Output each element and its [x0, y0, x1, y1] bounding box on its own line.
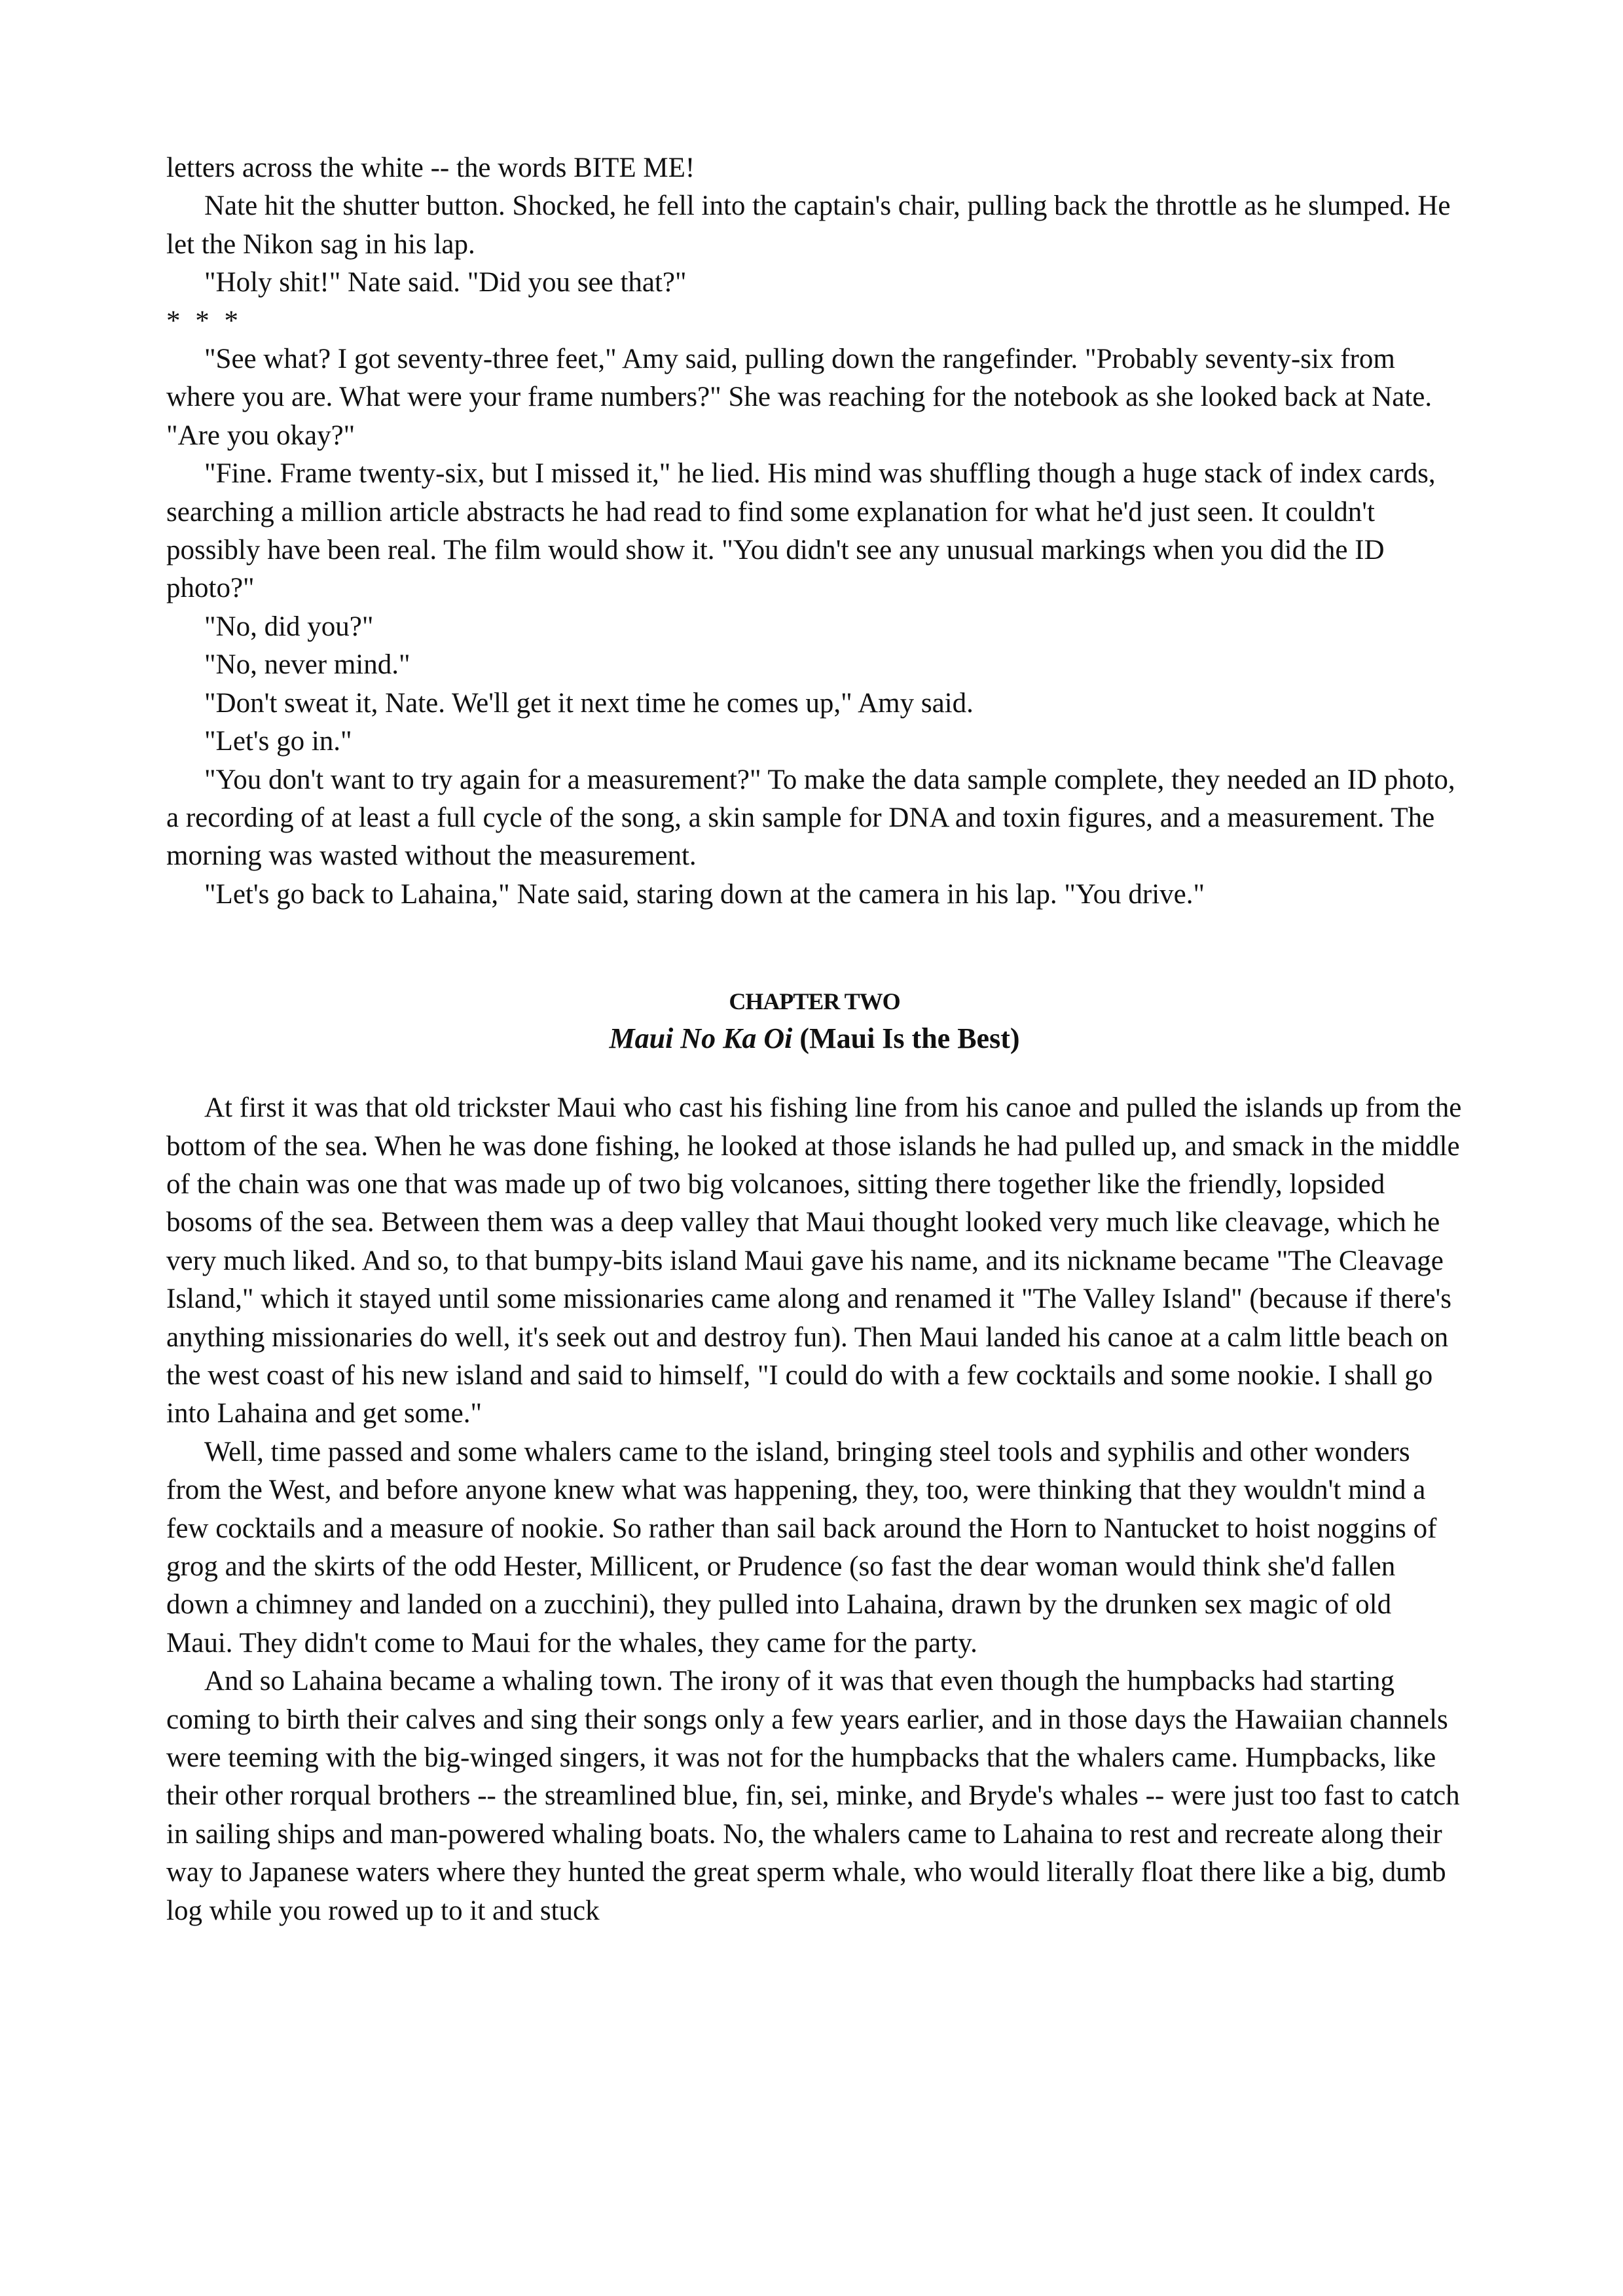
paragraph: "Don't sweat it, Nate. We'll get it next time he comes up," Amy said.: [204, 687, 974, 719]
paragraph: "Let's go in.": [204, 726, 352, 757]
paragraph: "Holy shit!" Nate said. "Did you see that?": [204, 267, 687, 298]
paragraph: "No, never mind.": [204, 649, 410, 681]
paragraph: "You don't want to try again for a measurement?" To make the data sample complete, they needed an ID photo, a recording of at least a full cycle of the song, a skin sample for DNA and toxin figures, and a measurement. The morning was wasted without the measurement.: [166, 764, 1455, 872]
paragraph: "No, did you?": [204, 611, 374, 642]
paragraph: "See what? I got seventy-three feet," Amy said, pulling down the rangefinder. "Probably seventy-six from where you are. What were your frame numbers?" She was reaching for the notebook as she looked back at Nate. "Are you okay?": [166, 344, 1432, 451]
paragraph: And so Lahaina became a whaling town. The irony of it was that even though the humpbacks had starting coming to birth their calves and sing their songs only a few years earlier, and in those days the Hawaiian channels were teeming with the big-winged singers, it was not for the humpbacks that the whalers came. Humpbacks, like their other rorqual brothers -- the streamlined blue, fin, sei, minke, and Bryde's whales -- were just too fast to catch in sailing ships and man-powered whaling boats. No, the whalers came to Lahaina to rest and recreate along their way to Japanese waters where they hunted the great sperm whale, who would literally float there like a big, dumb log while you rowed up to it and stuck: [166, 1666, 1460, 1926]
chapter-title-italic: Maui No Ka Oi: [609, 1022, 793, 1055]
paragraph: Well, time passed and some whalers came to the island, bringing steel tools and syphilis and other wonders from the West, and before anyone knew what was happening, they, too, were thinking that they wouldn't mind a few cocktails and a measure of nookie. So rather than sail back around the Horn to Nantucket to hoist noggins of grog and the skirts of the odd Hester, Millicent, or Prudence (so fast the dear woman would think she'd fallen down a chimney and landed on a zucchini), they pulled into Lahaina, drawn by the drunken sex magic of old Maui. They didn't come to Maui for the whales, they came for the party.: [166, 1436, 1437, 1659]
page-body: [166, 149, 1463, 1930]
paragraph: Nate hit the shutter button. Shocked, he fell into the captain's chair, pulling back the throttle as he slumped. He let the Nikon sag in his lap.: [166, 190, 1451, 260]
paragraph: "Let's go back to Lahaina," Nate said, staring down at the camera in his lap. "You drive.": [204, 878, 1205, 910]
paragraph: "Fine. Frame twenty-six, but I missed it," he lied. His mind was shuffling though a huge stack of index cards, searching a million article abstracts he had read to find some explanation for what he'd just seen. It couldn't possibly have been real. The film would show it. "You didn't see any unusual markings when you did the ID photo?": [166, 458, 1436, 604]
chapter-title-rest: (Maui Is the Best): [799, 1022, 1020, 1055]
paragraph-continuation: letters across the white -- the words BITE ME!: [166, 152, 695, 183]
chapter-title: [166, 1020, 1463, 1058]
chapter-heading: [166, 983, 1463, 1058]
scene-separator: * * *: [166, 305, 242, 336]
chapter-label: CHAPTER TWO: [729, 988, 900, 1015]
paragraph: At first it was that old trickster Maui who cast his fishing line from his canoe and pulled the islands up from the bottom of the sea. When he was done fishing, he looked at those islands he had pulled up, and smack in the middle of the chain was one that was made up of two big volcanoes, sitting there together like the friendly, lopsided bosoms of the sea. Between them was a deep valley that Maui thought looked very much like cleavage, which he very much liked. And so, to that bumpy-bits island Maui gave his name, and its nickname became "The Cleavage Island," which it stayed until some missionaries came along and renamed it "The Valley Island" (because if there's anything missionaries do well, it's seek out and destroy fun). Then Maui landed his canoe at a calm little beach on the west coast of his new island and said to himself, "I could do with a few cocktails and some nookie. I shall go into Lahaina and get some.": [166, 1092, 1462, 1429]
